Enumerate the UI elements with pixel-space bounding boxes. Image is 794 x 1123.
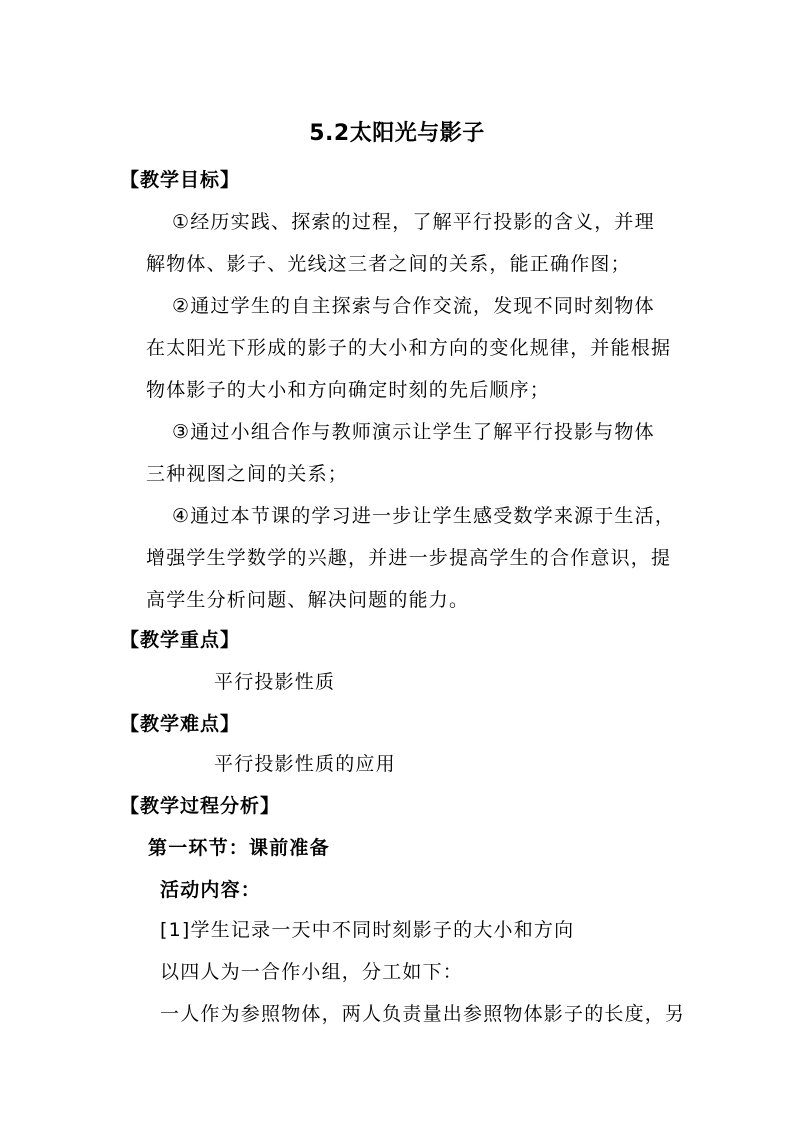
key-points-text: 平行投影性质 [214, 671, 336, 693]
process-line: [1]学生记录一天中不同时刻影子的大小和方向 [160, 919, 575, 941]
objective-line: 在太阳光下形成的影子的大小和方向的变化规律，并能根据 [146, 337, 672, 359]
objective-line: ①经历实践、探索的过程，了解平行投影的含义，并理 [172, 211, 655, 233]
key-points-heading: 【教学重点】 [120, 629, 241, 651]
objective-line: ④通过本节课的学习进一步让学生感受数学来源于生活， [172, 505, 676, 527]
objective-line: ③通过小组合作与教师演示让学生了解平行投影与物体 [172, 421, 655, 443]
document-title: 5.2太阳光与影子 [309, 121, 485, 146]
process-line: 以四人为一合作小组，分工如下： [160, 961, 464, 983]
objective-line: 增强学生学数学的兴趣，并进一步提高学生的合作意识，提 [146, 547, 672, 569]
objectives-heading: 【教学目标】 [120, 169, 241, 191]
objective-line: 物体影子的大小和方向确定时刻的先后顺序； [146, 379, 551, 401]
objective-line: 三种视图之间的关系； [146, 463, 349, 485]
activity-label: 活动内容： [160, 879, 262, 901]
objective-line: 高学生分析问题、解决问题的能力。 [146, 589, 470, 611]
process-line: 一人作为参照物体，两人负责量出参照物体影子的长度，另 [160, 1003, 686, 1025]
stage-heading: 第一环节：课前准备 [148, 837, 330, 859]
difficulties-heading: 【教学难点】 [120, 713, 241, 735]
objective-line: 解物体、影子、光线这三者之间的关系，能正确作图； [146, 253, 631, 275]
process-heading: 【教学过程分析】 [120, 795, 281, 817]
objective-line: ②通过学生的自主探索与合作交流，发现不同时刻物体 [172, 295, 655, 317]
difficulties-text: 平行投影性质的应用 [214, 753, 396, 775]
